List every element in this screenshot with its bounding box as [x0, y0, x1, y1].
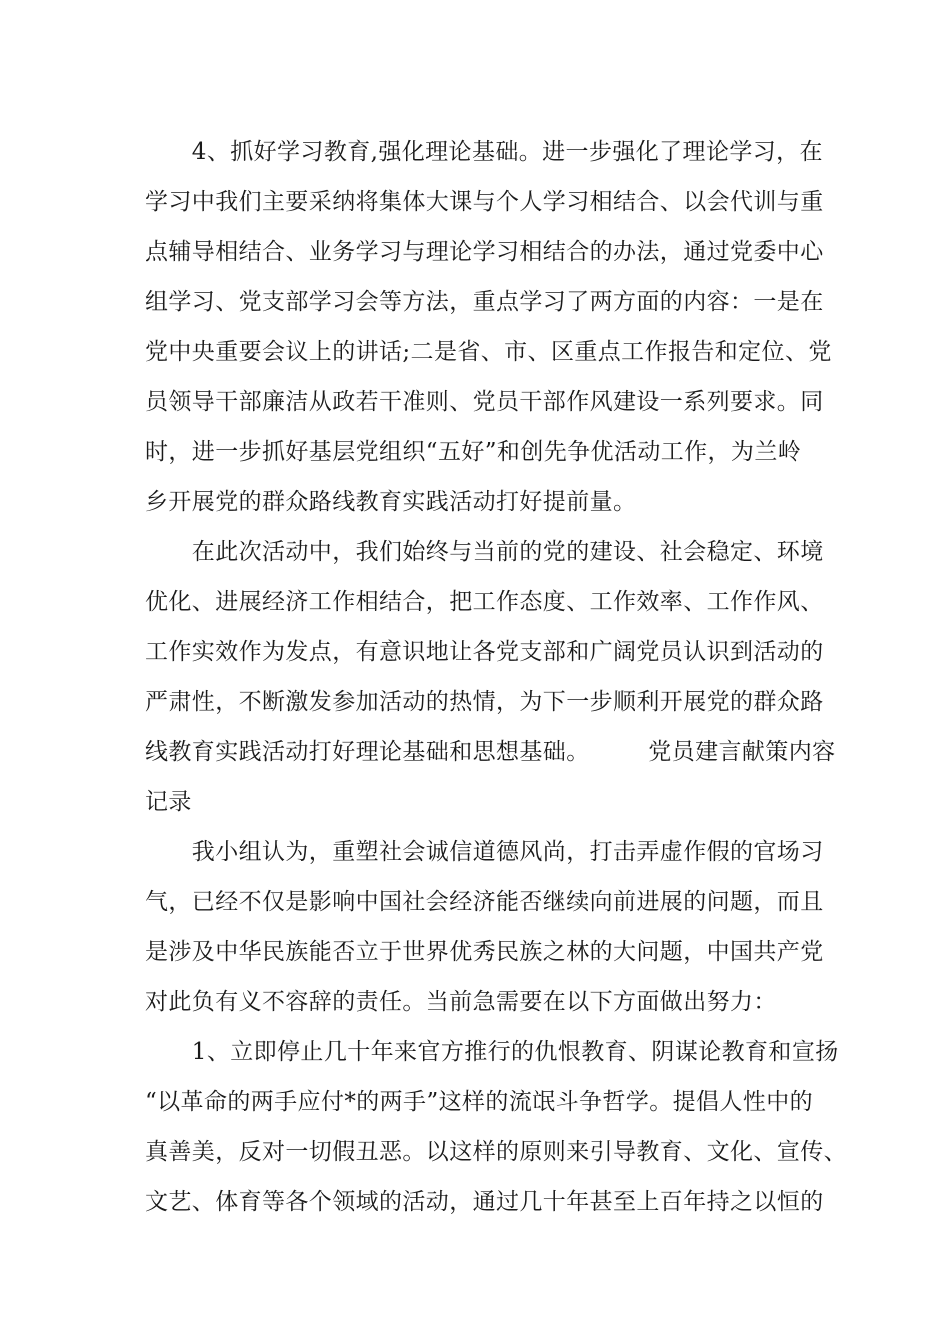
text-line: 4、抓好学习教育,强化理论基础。进一步强化了理论学习，在: [145, 139, 823, 165]
text-line: 时，进一步抓好基层党组织“五好”和创先争优活动工作，为兰岭: [145, 439, 802, 465]
text-line: 乡开展党的群众路线教育实践活动打好提前量。: [145, 489, 637, 515]
text-line: 对此负有义不容辞的责任。当前急需要在以下方面做出努力：: [145, 989, 777, 1015]
text-line: 气，已经不仅是影响中国社会经济能否继续向前进展的问题，而且: [145, 889, 824, 915]
text-line: 1、立即停止几十年来官方推行的仇恨教育、阴谋论教育和宣扬: [145, 1039, 839, 1065]
text-line: 党中央重要会议上的讲话;二是省、市、区重点工作报告和定位、党: [145, 339, 832, 365]
text-line: 文艺、体育等各个领域的活动，通过几十年甚至上百年持之以恒的: [145, 1189, 824, 1215]
text-line: 是涉及中华民族能否立于世界优秀民族之林的大问题，中国共产党: [145, 939, 824, 965]
text-line: 点辅导相结合、业务学习与理论学习相结合的办法，通过党委中心: [145, 239, 824, 265]
text-line: 学习中我们主要采纳将集体大课与个人学习相结合、以会代训与重: [145, 189, 824, 215]
text-line: 在此次活动中，我们始终与当前的党的建设、社会稳定、环境: [145, 539, 824, 565]
text-line: “以革命的两手应付*的两手”这样的流氓斗争哲学。提倡人性中的: [145, 1089, 814, 1115]
text-line: 员领导干部廉洁从政若干准则、党员干部作风建设一系列要求。同: [145, 389, 824, 415]
text-line: 线教育实践活动打好理论基础和思想基础。 党员建言献策内容: [145, 739, 836, 765]
text-line: 真善美，反对一切假丑恶。以这样的原则来引导教育、文化、宣传、: [145, 1139, 847, 1165]
text-line: 记录: [145, 789, 192, 815]
text-line: 工作实效作为发点，有意识地让各党支部和广阔党员认识到活动的: [145, 639, 824, 665]
text-line: 严肃性，不断激发参加活动的热情，为下一步顺利开展党的群众路: [145, 689, 824, 715]
text-line: 我小组认为，重塑社会诚信道德风尚，打击弄虚作假的官场习: [145, 839, 824, 865]
text-line: 组学习、党支部学习会等方法，重点学习了两方面的内容：一是在: [145, 289, 824, 315]
text-line: 优化、进展经济工作相结合，把工作态度、工作效率、工作作风、: [145, 589, 824, 615]
